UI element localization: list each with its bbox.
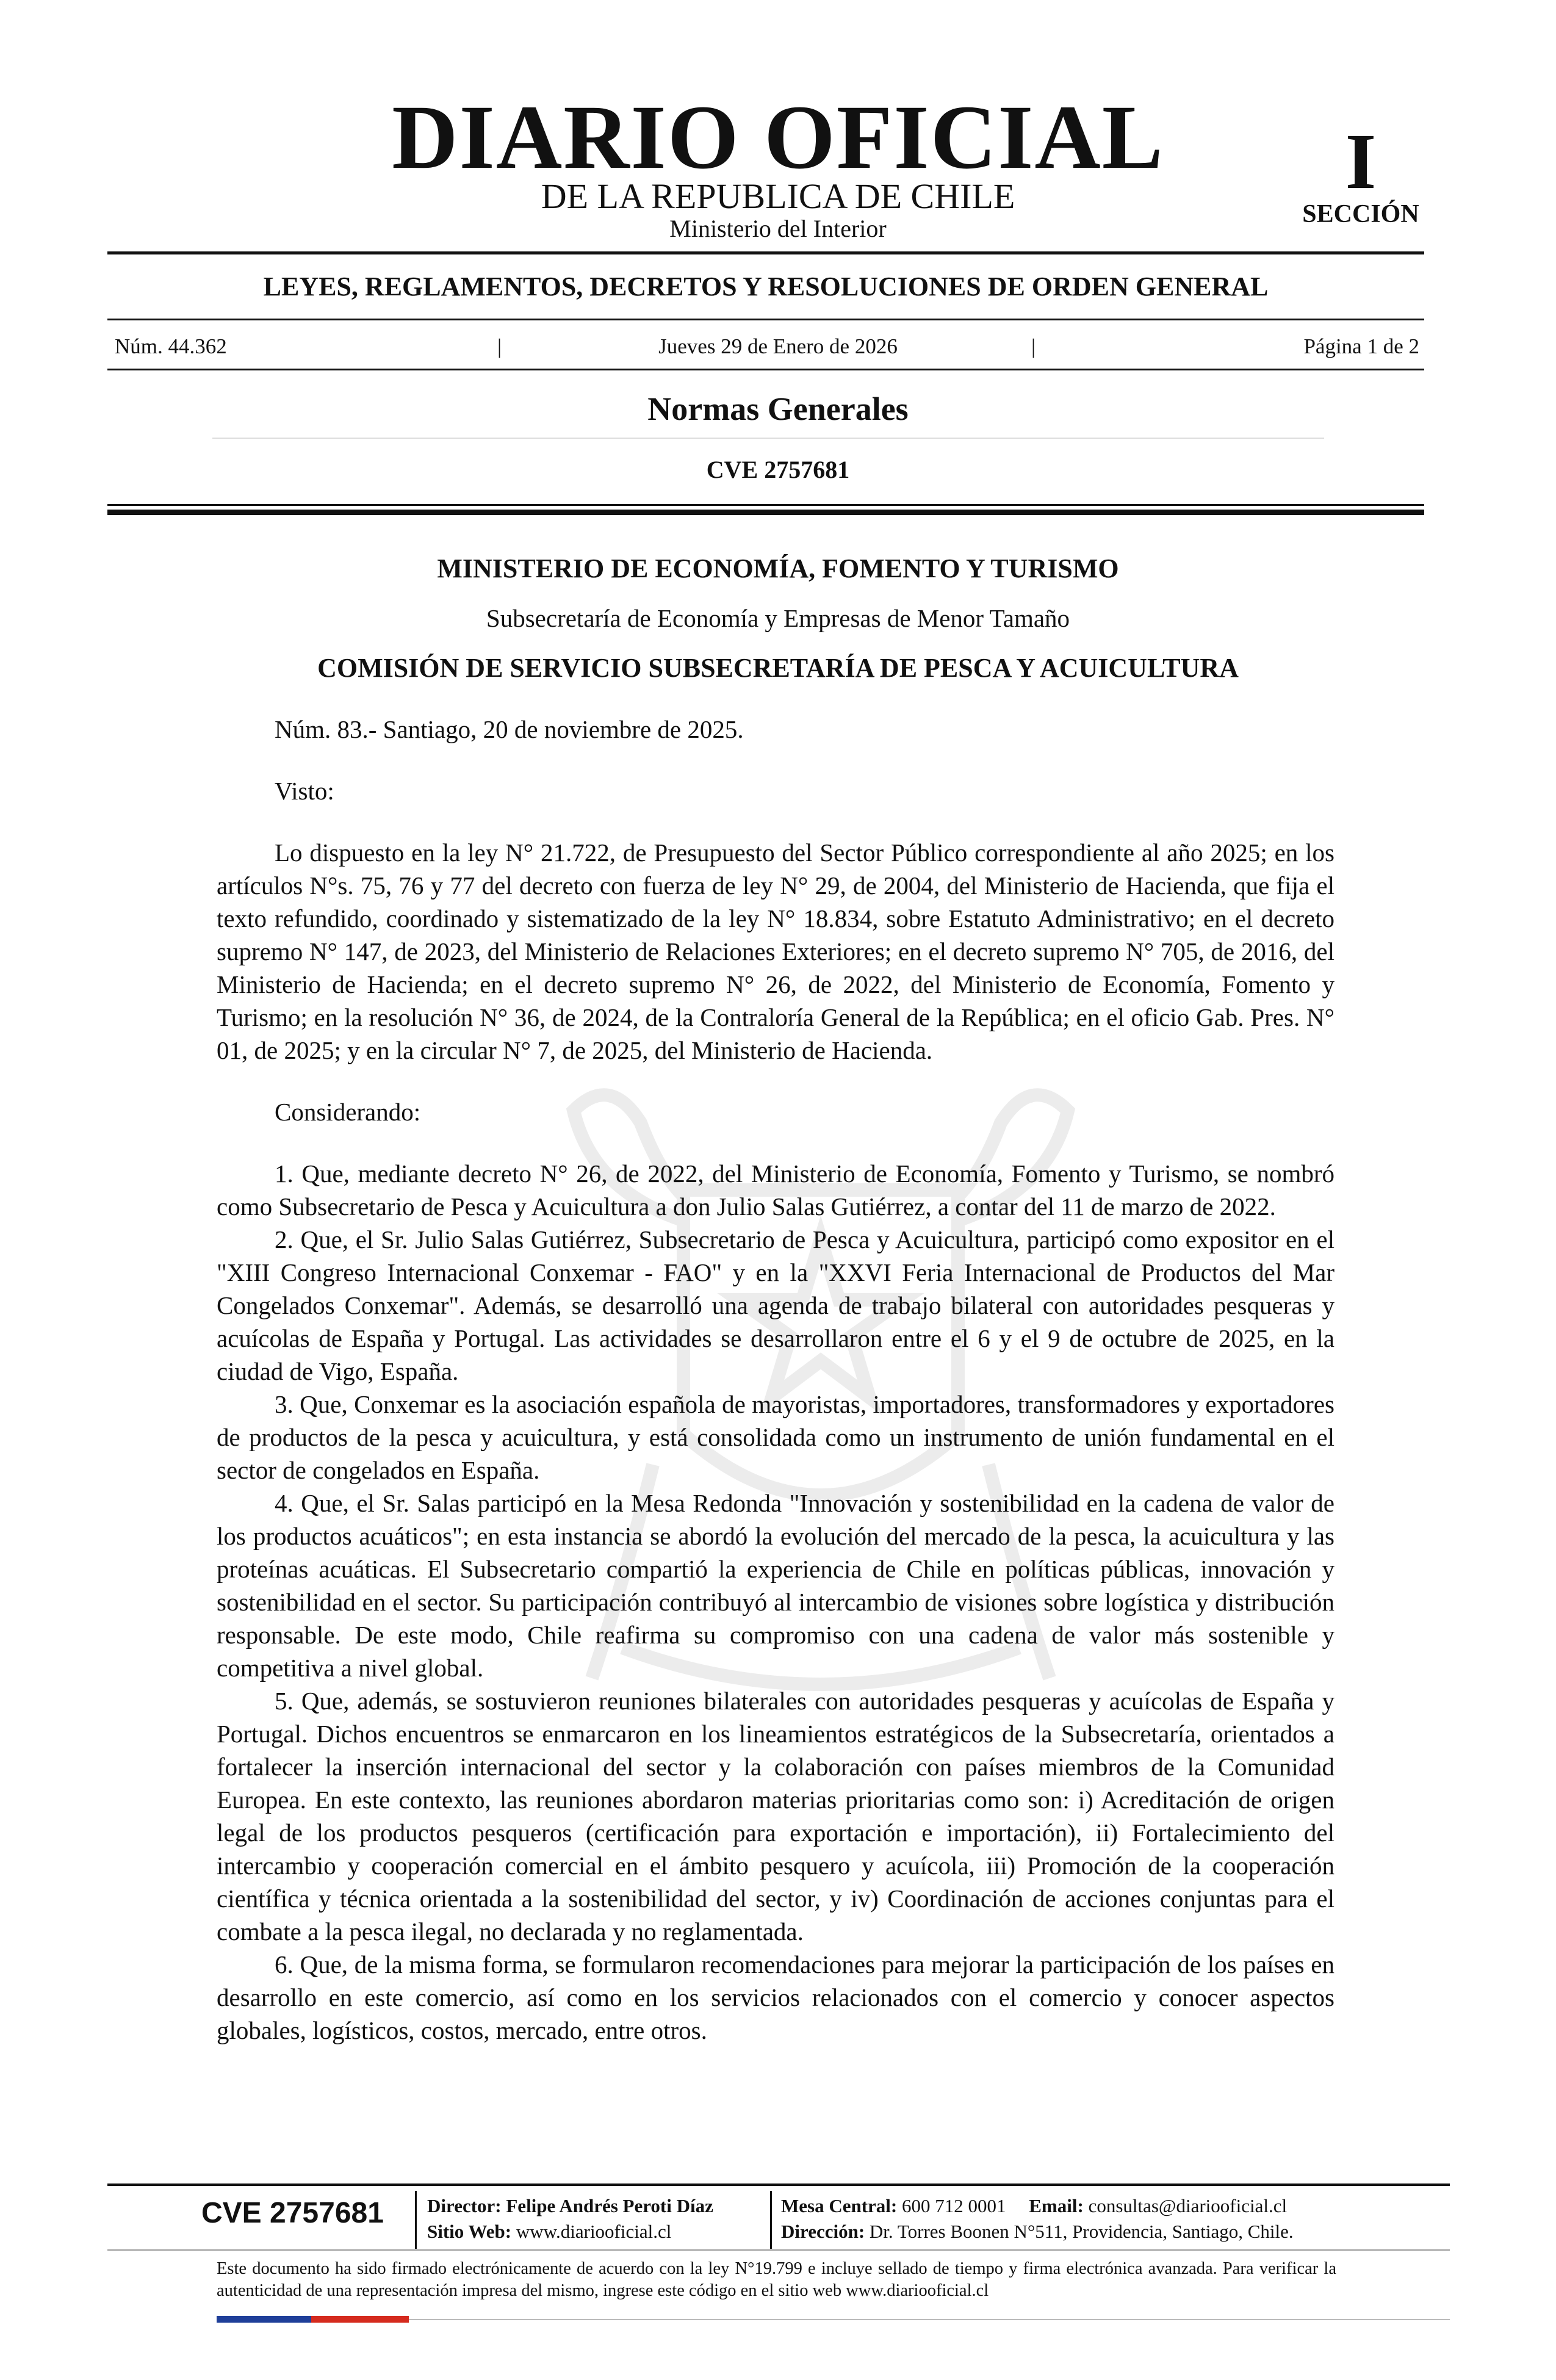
document-body [217, 713, 1334, 2047]
footer-site [427, 2222, 671, 2241]
issue-date: Jueves 29 de Enero de 2026 [658, 334, 898, 358]
section-title-underline [212, 438, 1324, 439]
director-label: Director: [427, 2195, 502, 2216]
considerando-item: 4. Que, el Sr. Salas participó en la Mesa Redonda "Innovación y sostenibilidad en la cadena de valor de los productos acuáticos"; en esta instancia se abordó la evolución del mercado de la pesca, la acuicultura y las proteínas acuáticas. El Subsecretario compartió la experiencia de Chile en políticas públicas, innovación y sostenibilidad en el sector. Su participación contribuyó al intercambio de visiones sobre logística y distribución responsable. De este modo, Chile reafirma su compromiso con una cadena de valor más sostenible y competitiva a nivel global. [217, 1489, 1334, 1682]
site-label: Sitio Web: [427, 2221, 512, 2242]
header-rule-middle [107, 319, 1424, 320]
email-label: Email: [1029, 2195, 1084, 2216]
considerando-item: 3. Que, Conxemar es la asociación española de mayoristas, importadores, transformadores y exportadores de productos de la pesca y acuicultura, y está consolidada como un instrumento de unión fundamental en el sector de congelados en España. [217, 1390, 1334, 1484]
ministry-heading: MINISTERIO DE ECONOMÍA, FOMENTO Y TURISMO [437, 554, 1119, 583]
footer-divider [415, 2191, 417, 2249]
page-count: Página 1 de 2 [1303, 334, 1419, 358]
cve-code: CVE 2757681 [706, 456, 850, 483]
meta-separator: | [1031, 334, 1036, 358]
footer-rule-middle [107, 2249, 1450, 2251]
considerando-item: 6. Que, de la misma forma, se formularon recomendaciones para mejorar la participación de los países en desarrollo en este comercio, así como en los servicios relacionados con el comercio y conocer aspectos globales, logísticos, costos, mercado, entre otros. [217, 1950, 1334, 2044]
newspaper-subtitle: DE LA REPUBLICA DE CHILE [541, 176, 1015, 216]
mesa-value: 600 712 0001 [902, 2195, 1006, 2216]
considerando-item: 2. Que, el Sr. Julio Salas Gutiérrez, Subsecretario de Pesca y Acuicultura, participó como expositor en el "XIII Congreso Internacional Conxemar - FAO" y en la "XXVI Feria Internacional de Productos del Mar Congelados Conxemar". Además, se desarrolló una agenda de trabajo bilateral con autoridades pesqueras y acuícolas de España y Portugal. Las actividades se desarrollaron entre el 6 y el 9 de octubre de 2025, en la ciudad de Vigo, España. [217, 1225, 1334, 1385]
category-heading: LEYES, REGLAMENTOS, DECRETOS Y RESOLUCIONES DE ORDEN GENERAL [263, 272, 1269, 301]
double-rule-bottom [107, 510, 1424, 515]
footer-director [427, 2196, 713, 2215]
section-title: Normas Generales [647, 391, 909, 427]
newspaper-ministry: Ministerio del Interior [669, 215, 887, 242]
visto-label: Visto: [275, 777, 334, 805]
section-label: SECCIÓN [1302, 200, 1419, 228]
site-link[interactable]: www.diariooficial.cl [516, 2221, 672, 2242]
header-rule-bottom [107, 369, 1424, 370]
footer-address [781, 2222, 1294, 2241]
newspaper-title: DIARIO OFICIAL [392, 87, 1164, 188]
meta-separator: | [497, 334, 502, 358]
visto-paragraph: Lo dispuesto en la ley N° 21.722, de Presupuesto del Sector Público correspondiente al año 2025; en los artículos N°s. 75, 76 y 77 del decreto con fuerza de ley N° 29, de 2004, del Ministerio de Hacienda, que fija el texto refundido, coordinado y sistematizado de la ley N° 18.834, sobre Estatuto Administrativo; en el decreto supremo N° 147, de 2023, del Ministerio de Relaciones Exteriores; en el decreto supremo N° 705, de 2016, del Ministerio de Hacienda; en el decreto supremo N° 26, de 2022, del Ministerio de Economía, Fomento y Turismo; en la resolución N° 36, de 2024, de la Contraloría General de la República; en el oficio Gab. Pres. N° 01, de 2025; y en la circular N° 7, de 2025, del Ministerio de Hacienda. [217, 838, 1334, 1064]
header-rule-top [107, 251, 1424, 254]
footer-disclaimer: Este documento ha sido firmado electrónicamente de acuerdo con la ley N°19.799 e incluye sellado de tiempo y firma electrónica avanzada. Para verificar la autenticidad de una representación impresa del mismo, ingrese este código en el sitio web www.diariooficial.cl [217, 2259, 1336, 2300]
section-number: I [1345, 118, 1377, 206]
address-value: Dr. Torres Boonen N°511, Providencia, Santiago, Chile. [869, 2221, 1294, 2242]
footer-cve-code: CVE 2757681 [201, 2197, 384, 2229]
considerando-item: 1. Que, mediante decreto N° 26, de 2022, del Ministerio de Economía, Fomento y Turismo, se nombró como Subsecretario de Pesca y Acuicultura a don Julio Salas Gutiérrez, a contar del 11 de marzo de 2022. [217, 1159, 1334, 1221]
footer-divider [770, 2191, 772, 2249]
double-rule-top [107, 504, 1424, 506]
mesa-label: Mesa Central: [781, 2195, 898, 2216]
director-value: Felipe Andrés Peroti Díaz [506, 2195, 713, 2216]
flag-stripe-red [311, 2316, 409, 2323]
considerando-label: Considerando: [275, 1098, 421, 1126]
issue-number: Núm. 44.362 [115, 334, 227, 358]
considerando-item: 5. Que, además, se sostuvieron reuniones bilaterales con autoridades pesqueras y acuícolas de España y Portugal. Dichos encuentros se enmarcaron en los lineamientos estratégicos de la Subsecretaría, orientados a fortalecer la inserción internacional del sector y la colaboración con países miembros de la Comunidad Europea. En este contexto, las reuniones abordaron materias prioritarias como son: i) Acreditación de origen legal de los productos pesqueros (certificación para exportación e importación), ii) Fortalecimiento del intercambio y cooperación comercial en el ámbito pesquero y acuícola, iii) Promoción de la cooperación científica y técnica orientada a la sostenibilidad del sector, y iv) Coordinación de acciones conjuntas para el combate a la pesca ilegal, no declarada y no reglamentada. [217, 1687, 1334, 1945]
footer-rule-bottom [409, 2319, 1450, 2320]
commission-heading: COMISIÓN DE SERVICIO SUBSECRETARÍA DE PESCA Y ACUICULTURA [317, 653, 1239, 683]
address-label: Dirección: [781, 2221, 865, 2242]
decree-number-date: Núm. 83.- Santiago, 20 de noviembre de 2025. [275, 715, 744, 743]
subsecretaria-heading: Subsecretaría de Economía y Empresas de Menor Tamaño [486, 604, 1070, 632]
flag-stripe-blue [217, 2316, 311, 2323]
footer-contact [781, 2196, 1287, 2215]
email-link[interactable]: consultas@diariooficial.cl [1088, 2195, 1288, 2216]
footer-rule-top [107, 2183, 1450, 2186]
